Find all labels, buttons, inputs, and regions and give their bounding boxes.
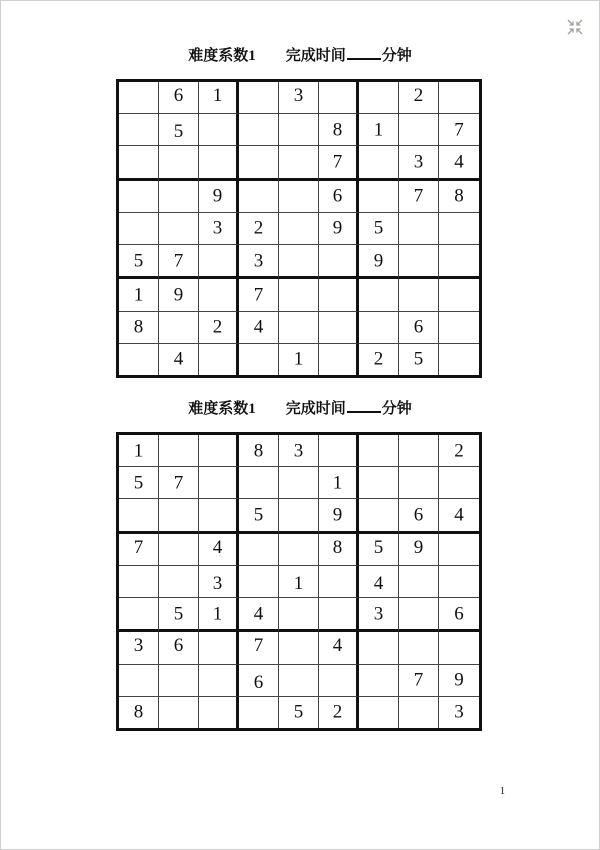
sudoku-cell: [399, 566, 439, 598]
cell-value: 6: [173, 635, 184, 657]
sudoku-cell: [119, 435, 159, 467]
sudoku-cell: [199, 114, 239, 146]
sudoku-cell: [439, 598, 479, 632]
sudoku-cell: [359, 632, 399, 664]
cell-value: 4: [454, 504, 464, 526]
cell-value: 5: [373, 536, 384, 558]
cell-value: 6: [454, 603, 464, 625]
sudoku-cell: [279, 279, 319, 311]
sudoku-cell: [399, 665, 439, 697]
sudoku-cell: [359, 146, 399, 180]
sudoku-cell: [119, 697, 159, 728]
sudoku-cell: [239, 245, 279, 279]
sudoku-cell: [199, 279, 239, 311]
sudoku-cell: [359, 279, 399, 311]
sudoku-cell: [159, 697, 199, 728]
sudoku-cell: [239, 534, 279, 566]
sudoku-cell: [399, 82, 439, 114]
cell-value: 3: [253, 250, 264, 272]
sudoku-cell: [119, 82, 159, 114]
cell-value: 9: [332, 504, 343, 526]
cell-value: 9: [212, 185, 223, 207]
sudoku-cell: [399, 697, 439, 728]
sudoku-cell: [279, 534, 319, 566]
sudoku-cell: [239, 435, 279, 467]
cell-value: 9: [454, 669, 464, 691]
sudoku-cell: [319, 697, 359, 728]
sudoku-cell: [199, 632, 239, 664]
sudoku-cell: [119, 344, 159, 375]
sudoku-cell: [439, 344, 479, 375]
sudoku-cell: [399, 499, 439, 533]
sudoku-cell: [439, 114, 479, 146]
sudoku-cell: [119, 213, 159, 245]
puzzle1-heading: [0, 44, 600, 65]
cell-value: 1: [373, 119, 384, 141]
sudoku-cell: [399, 146, 439, 180]
sudoku-cell: [439, 146, 479, 180]
sudoku-cell: [319, 146, 359, 180]
cell-value: 9: [413, 536, 424, 558]
sudoku-cell: [119, 598, 159, 632]
cell-value: 4: [212, 536, 223, 558]
sudoku-cell: [439, 566, 479, 598]
sudoku-cell: [279, 499, 319, 533]
sudoku-cell: [359, 114, 399, 146]
sudoku-cell: [319, 245, 359, 279]
sudoku-cell: [159, 566, 199, 598]
time-unit: 分钟: [381, 48, 412, 64]
sudoku-cell: [239, 312, 279, 344]
cell-value: 9: [373, 250, 384, 272]
sudoku-cell: [239, 146, 279, 180]
sudoku-cell: [239, 344, 279, 375]
sudoku-cell: [439, 181, 479, 213]
sudoku-cell: [399, 245, 439, 279]
cell-value: 1: [133, 440, 144, 462]
sudoku-cell: [239, 279, 279, 311]
sudoku-cell: [199, 665, 239, 697]
cell-value: 9: [173, 284, 184, 306]
sudoku-cell: [279, 467, 319, 499]
page-number: 1: [500, 786, 505, 797]
sudoku-cell: [279, 181, 319, 213]
sudoku-cell: [159, 312, 199, 344]
sudoku-cell: [199, 566, 239, 598]
sudoku-cell: [159, 146, 199, 180]
cell-value: 4: [253, 316, 264, 338]
time-unit: 分钟: [381, 401, 412, 417]
sudoku-cell: [359, 213, 399, 245]
sudoku-cell: [199, 499, 239, 533]
sudoku-cell: [399, 279, 439, 311]
cell-value: 7: [253, 284, 264, 306]
sudoku-cell: [119, 566, 159, 598]
sudoku-cell: [359, 312, 399, 344]
cell-value: 1: [212, 85, 223, 106]
cell-value: 2: [454, 440, 464, 462]
cell-value: 9: [332, 217, 343, 239]
sudoku-grid-1: [116, 79, 482, 378]
sudoku-cell: [119, 114, 159, 146]
sudoku-cell: [199, 312, 239, 344]
sudoku-cell: [319, 534, 359, 566]
sudoku-cell: [279, 82, 319, 114]
cell-value: 2: [212, 316, 223, 338]
cell-value: 5: [413, 348, 424, 370]
sudoku-cell: [279, 598, 319, 632]
sudoku-cell: [319, 467, 359, 499]
sudoku-cell: [439, 435, 479, 467]
cell-value: 1: [133, 284, 144, 306]
cell-value: 8: [332, 536, 343, 558]
sudoku-cell: [359, 499, 399, 533]
sudoku-cell: [159, 467, 199, 499]
sudoku-cell: [359, 344, 399, 375]
sudoku-cell: [239, 632, 279, 664]
cell-value: 7: [173, 472, 184, 494]
sudoku-cell: [119, 245, 159, 279]
sudoku-cell: [239, 499, 279, 533]
sudoku-cell: [359, 566, 399, 598]
sudoku-cell: [199, 245, 239, 279]
sudoku-cell: [439, 213, 479, 245]
difficulty-label: 难度系数1: [188, 401, 256, 417]
time-blank: [347, 47, 381, 60]
sudoku-cell: [399, 312, 439, 344]
sudoku-cell: [399, 598, 439, 632]
cell-value: 3: [373, 603, 384, 625]
sudoku-cell: [159, 534, 199, 566]
cell-value: 8: [133, 701, 144, 723]
sudoku-cell: [319, 435, 359, 467]
cell-value: 6: [413, 504, 424, 526]
sudoku-cell: [319, 181, 359, 213]
sudoku-cell: [319, 344, 359, 375]
cell-value: 7: [413, 185, 424, 207]
sudoku-cell: [159, 213, 199, 245]
cell-value: 3: [454, 701, 464, 723]
sudoku-cell: [279, 697, 319, 728]
cell-value: 1: [293, 573, 304, 595]
sudoku-cell: [279, 213, 319, 245]
cell-value: 2: [373, 348, 384, 370]
cell-value: 8: [253, 440, 264, 462]
sudoku-cell: [159, 598, 199, 632]
difficulty-label: 难度系数1: [188, 48, 256, 64]
sudoku-cell: [199, 467, 239, 499]
cell-value: 4: [373, 573, 384, 595]
sudoku-cell: [279, 344, 319, 375]
sudoku-cell: [319, 566, 359, 598]
sudoku-cell: [439, 245, 479, 279]
sudoku-cell: [319, 114, 359, 146]
sudoku-cell: [119, 312, 159, 344]
sudoku-cell: [439, 697, 479, 728]
sudoku-cell: [439, 312, 479, 344]
cell-value: 2: [332, 701, 343, 723]
sudoku-cell: [199, 213, 239, 245]
sudoku-cell: [279, 245, 319, 279]
sudoku-cell: [399, 632, 439, 664]
sudoku-cell: [239, 665, 279, 697]
sudoku-cell: [399, 181, 439, 213]
sudoku-cell: [359, 697, 399, 728]
sudoku-cell: [399, 534, 439, 566]
cell-value: 1: [332, 472, 343, 494]
sudoku-cell: [279, 114, 319, 146]
sudoku-cell: [239, 114, 279, 146]
cell-value: 5: [133, 472, 144, 494]
sudoku-cell: [319, 82, 359, 114]
sudoku-cell: [159, 499, 199, 533]
sudoku-cell: [119, 665, 159, 697]
sudoku-cell: [439, 534, 479, 566]
sudoku-cell: [159, 665, 199, 697]
cell-value: 8: [454, 185, 464, 207]
sudoku-cell: [199, 435, 239, 467]
sudoku-cell: [439, 665, 479, 697]
cell-value: 3: [133, 635, 144, 657]
cell-value: 1: [293, 348, 304, 370]
sudoku-cell: [359, 598, 399, 632]
sudoku-cell: [439, 632, 479, 664]
sudoku-cell: [359, 665, 399, 697]
sudoku-cell: [119, 181, 159, 213]
sudoku-cell: [279, 632, 319, 664]
sudoku-cell: [319, 312, 359, 344]
cell-value: 7: [173, 250, 184, 272]
sudoku-cell: [279, 435, 319, 467]
sudoku-cell: [119, 499, 159, 533]
sudoku-cell: [199, 344, 239, 375]
sudoku-cell: [399, 114, 439, 146]
sudoku-cell: [239, 181, 279, 213]
sudoku-cell: [439, 279, 479, 311]
cell-value: 2: [253, 217, 264, 239]
sudoku-cell: [359, 82, 399, 114]
sudoku-cell: [359, 467, 399, 499]
sudoku-cell: [199, 146, 239, 180]
cell-value: 7: [133, 536, 144, 558]
cell-value: 3: [212, 573, 223, 595]
cell-value: 8: [133, 316, 144, 338]
cell-value: 7: [332, 151, 343, 173]
cell-value: 6: [332, 185, 343, 207]
sudoku-cell: [239, 467, 279, 499]
cell-value: 5: [173, 603, 184, 625]
cell-value: 2: [413, 85, 424, 106]
sudoku-cell: [199, 598, 239, 632]
sudoku-cell: [119, 632, 159, 664]
collapse-arrows-icon[interactable]: [566, 18, 584, 36]
cell-value: 3: [293, 440, 304, 462]
sudoku-cell: [119, 146, 159, 180]
sudoku-cell: [319, 665, 359, 697]
sudoku-cell: [239, 82, 279, 114]
cell-value: 8: [332, 119, 343, 141]
sudoku-cell: [319, 499, 359, 533]
sudoku-cell: [399, 467, 439, 499]
sudoku-cell: [239, 697, 279, 728]
sudoku-cell: [439, 467, 479, 499]
cell-value: 5: [373, 217, 384, 239]
cell-value: 1: [212, 603, 223, 625]
sudoku-cell: [159, 279, 199, 311]
sudoku-cell: [279, 312, 319, 344]
sudoku-cell: [159, 344, 199, 375]
sudoku-cell: [239, 566, 279, 598]
sudoku-cell: [439, 499, 479, 533]
sudoku-cell: [159, 435, 199, 467]
cell-value: 6: [173, 85, 184, 106]
sudoku-cell: [239, 598, 279, 632]
sudoku-cell: [319, 279, 359, 311]
sudoku-cell: [359, 245, 399, 279]
completion-time-label: 完成时间: [285, 48, 346, 64]
sudoku-cell: [439, 82, 479, 114]
sudoku-cell: [399, 344, 439, 375]
sudoku-cell: [279, 146, 319, 180]
sudoku-cell: [119, 534, 159, 566]
cell-value: 4: [173, 348, 184, 370]
sudoku-cell: [199, 697, 239, 728]
cell-value: 5: [133, 250, 144, 272]
sudoku-cell: [319, 632, 359, 664]
sudoku-cell: [359, 534, 399, 566]
sudoku-cell: [159, 82, 199, 114]
puzzle2-heading: [0, 397, 600, 418]
sudoku-cell: [359, 181, 399, 213]
cell-value: 4: [332, 635, 343, 657]
sudoku-cell: [159, 245, 199, 279]
cell-value: 4: [253, 603, 264, 625]
sudoku-cell: [319, 213, 359, 245]
completion-time-label: 完成时间: [285, 401, 346, 417]
cell-value: 5: [173, 121, 184, 143]
cell-value: 3: [212, 217, 223, 239]
sudoku-cell: [199, 181, 239, 213]
cell-value: 4: [454, 151, 464, 173]
sudoku-cell: [359, 435, 399, 467]
cell-value: 7: [253, 635, 264, 657]
sudoku-cell: [159, 181, 199, 213]
sudoku-cell: [159, 632, 199, 664]
time-blank: [347, 400, 381, 413]
sudoku-cell: [239, 213, 279, 245]
cell-value: 3: [293, 85, 304, 106]
sudoku-cell: [159, 114, 199, 146]
sudoku-cell: [199, 82, 239, 114]
sudoku-cell: [279, 566, 319, 598]
sudoku-cell: [279, 665, 319, 697]
cell-value: 6: [253, 671, 264, 693]
sudoku-cell: [199, 534, 239, 566]
cell-value: 3: [413, 151, 424, 173]
sudoku-cell: [399, 435, 439, 467]
sudoku-grid-2: [116, 432, 482, 731]
sudoku-cell: [399, 213, 439, 245]
cell-value: 5: [293, 701, 304, 723]
sudoku-cell: [319, 598, 359, 632]
cell-value: 7: [454, 119, 464, 141]
cell-value: 7: [413, 669, 424, 691]
sudoku-cell: [119, 467, 159, 499]
sudoku-cell: [119, 279, 159, 311]
cell-value: 6: [413, 316, 424, 338]
cell-value: 5: [253, 504, 264, 526]
